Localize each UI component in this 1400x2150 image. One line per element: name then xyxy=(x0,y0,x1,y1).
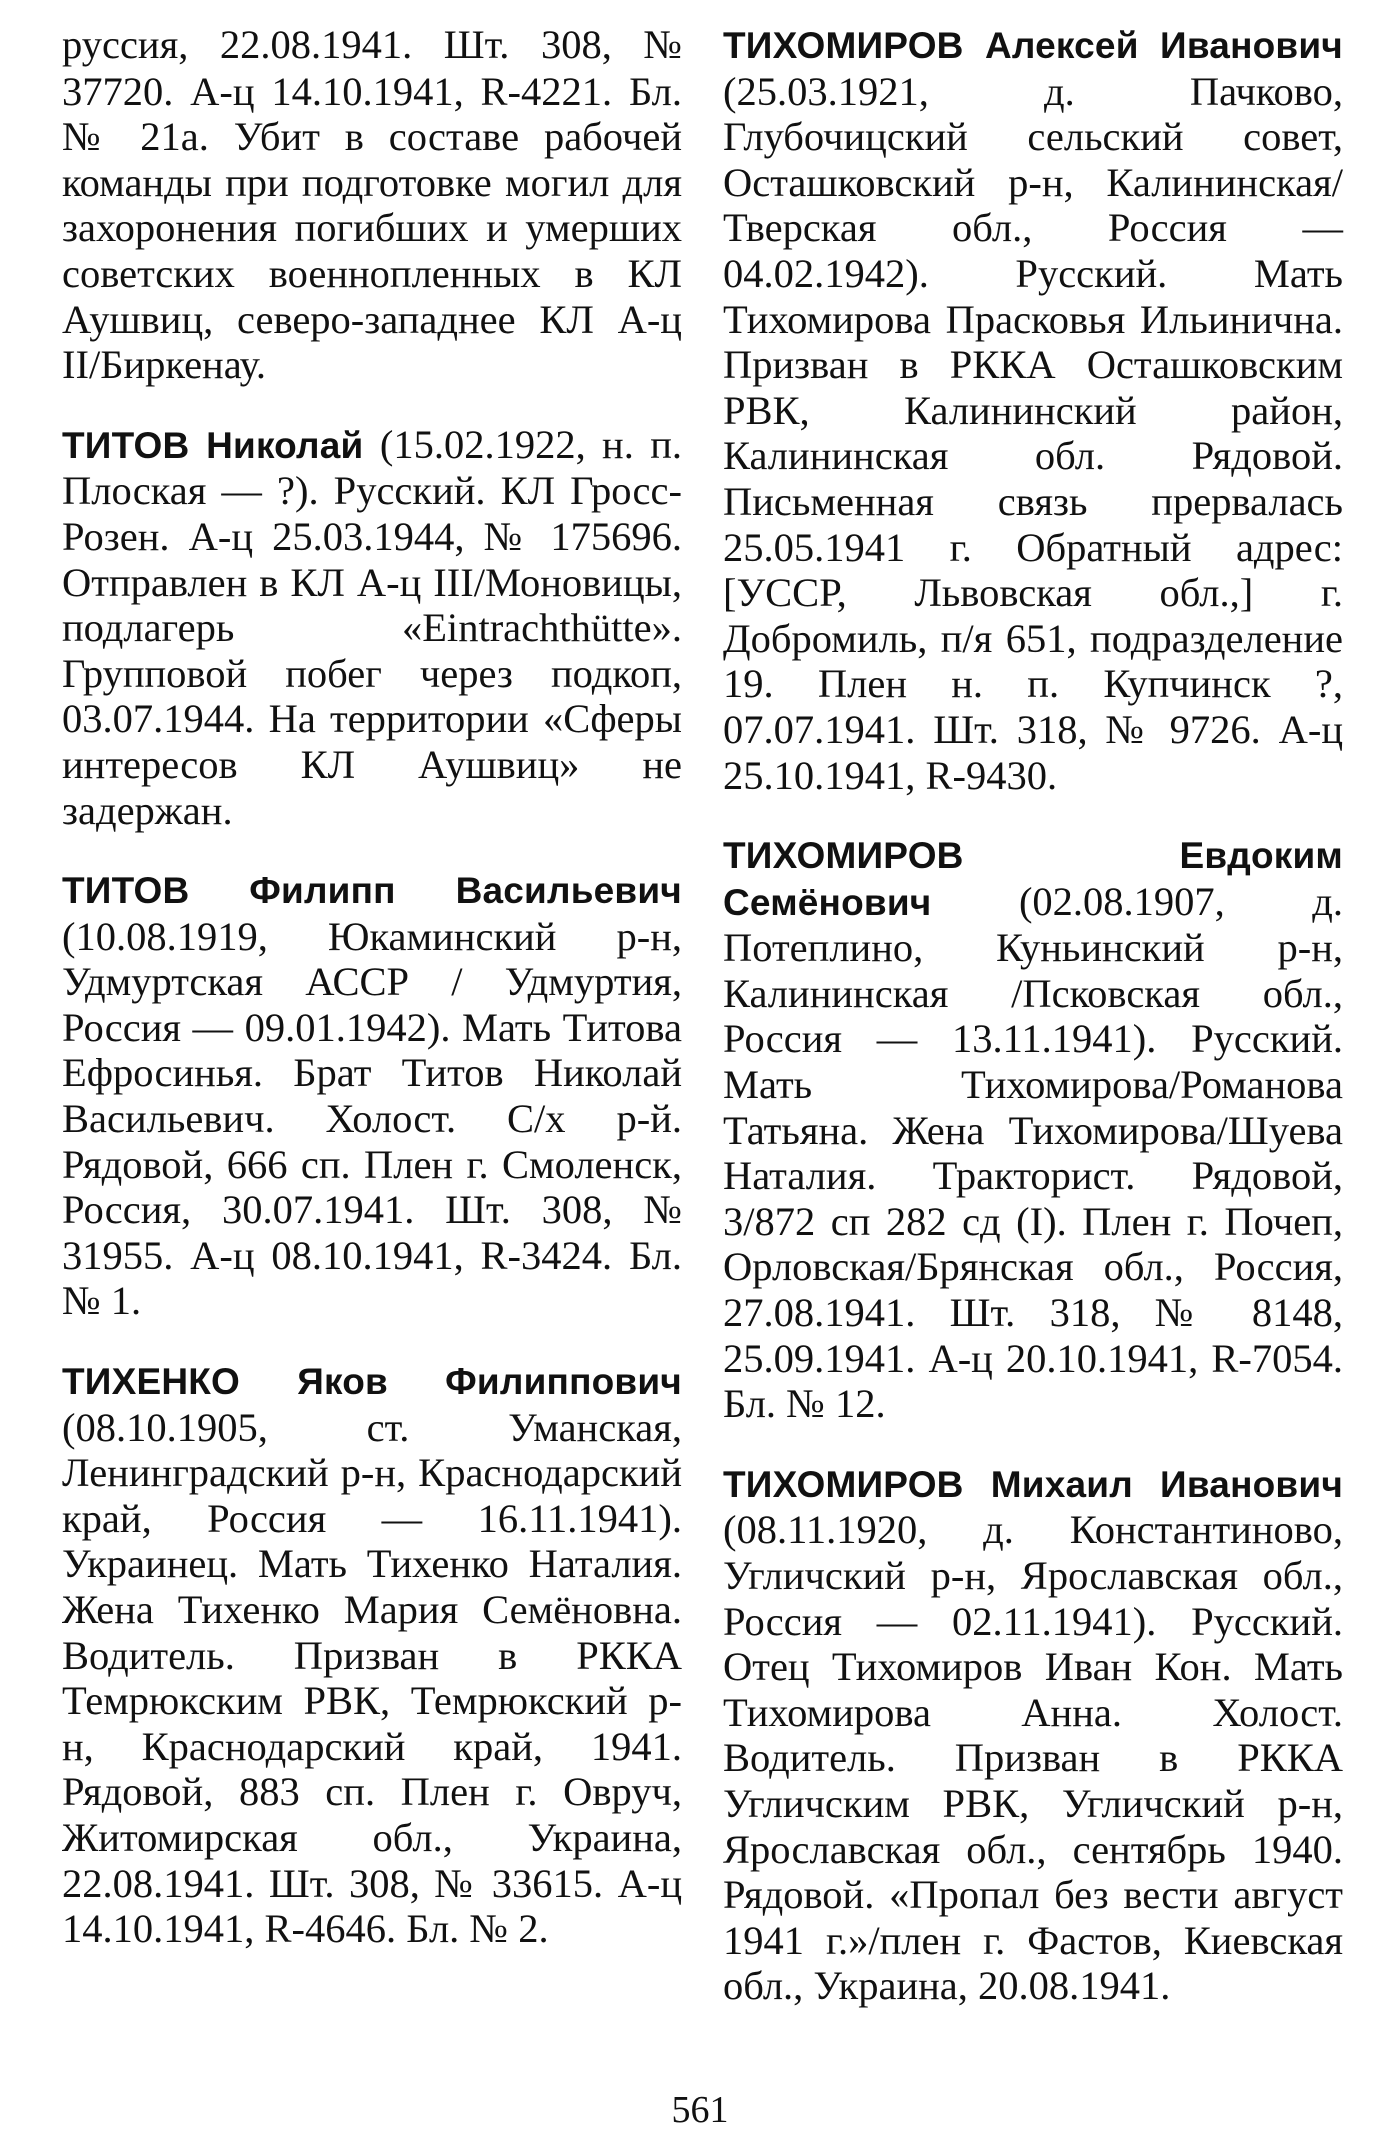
left-column xyxy=(62,22,682,1986)
entry-tikhomirov-mikhail xyxy=(723,1461,1343,2009)
entry-tikhomirov-aleksei xyxy=(723,22,1343,798)
entry-tikhomirov-evdokim xyxy=(723,832,1343,1427)
entry-name: ТИХОМИРОВ Алексей Иванович xyxy=(723,25,1343,66)
entry-continuation xyxy=(62,22,682,388)
entry-name: ТИХОМИРОВ Евдоким Семёнович xyxy=(723,835,1343,923)
right-column xyxy=(723,22,1343,2043)
entry-text: (08.11.1920, д. Константиново, Угличский р-н, Ярославская обл., Россия — 02.11.1941). Русский. Отец Тихомиров Иван Кон. Мать Тихомирова Анна. Холост. Водитель. Призван в РККА Угличским РВК, Угличский р-н, Ярославская обл., сентябрь 1940. Рядовой. «Пропал без вести август 1941 г.»/плен г. Фастов, Киевская обл., Украина, 20.08.1941. xyxy=(723,1507,1343,2009)
entry-text: (25.03.1921, д. Пачково, Глубочицский сельский совет, Осташковский р-н, Калининская/Тверская обл., Россия — 04.02.1942). Русский. Мать Тихомирова Прасковья Ильинична. Призван в РККА Осташковским РВК, Калининский район, Калининская обл. Рядовой. Письменная связь прервалась 25.05.1941 г. Обратный адрес: [УССР, Львовская обл.,] г. Добромиль, п/я 651, подразделение 19. Плен н. п. Купчинск ?, 07.07.1941. Шт. 318, № 9726. А-ц 25.10.1941, R-9430. xyxy=(723,68,1343,798)
entry-text: руссия, 22.08.1941. Шт. 308, № 37720. А-ц 14.10.1941, R-4221. Бл. № 21а. Убит в составе рабочей команды при подготовке могил для захоронения погибших и умерших советских военнопленных в КЛ Аушвиц, северо-западнее КЛ А-ц II/Биркенау. xyxy=(62,22,682,388)
page-number: 561 xyxy=(671,2089,729,2131)
entry-titov-nikolai xyxy=(62,422,682,833)
entry-name: ТИТОВ Филипп Васильевич xyxy=(62,870,682,912)
entry-text: (10.08.1919, Юкаминский р-н, Удмуртская АССР / Удмуртия, Россия — 09.01.1942). Мать Титова Ефросинья. Брат Титов Николай Васильевич. Холост. С/х р-й. Рядовой, 666 сп. Плен г. Смоленск, Россия, 30.07.1941. Шт. 308, № 31955. А-ц 08.10.1941, R-3424. Бл. № 1. xyxy=(62,913,682,1324)
entry-tikhenko-yakov xyxy=(62,1358,682,1952)
entry-text: (02.08.1907, д. Потеплино, Куньинский р-н, Калининская /Псковская обл., Россия — 13.11.1941). Русский. Мать Тихомирова/Романова Татьяна. Жена Тихомирова/Шуева Наталия. Тракторист. Рядовой, 3/872 сп 282 сд (I). Плен г. Почеп, Орловская/Брянская обл., Россия, 27.08.1941. Шт. 318, № 8148, 25.09.1941. А-ц 20.10.1941, R-7054. Бл. № 12. xyxy=(723,878,1343,1427)
entry-titov-filipp xyxy=(62,867,682,1324)
entry-name: ТИТОВ Николай xyxy=(62,424,364,466)
entry-text: (08.10.1905, ст. Уманская, Ленинградский р-н, Краснодарский край, Россия — 16.11.1941). Украинец. Мать Тихенко Наталия. Жена Тихенко Мария Семёновна. Водитель. Призван в РККА Темрюкским РВК, Темрюкский р-н, Краснодарский край, 1941. Рядовой, 883 сп. Плен г. Овруч, Житомирская обл., Украина, 22.08.1941. Шт. 308, № 33615. А-ц 14.10.1941, R-4646. Бл. № 2. xyxy=(62,1404,682,1952)
entry-name: ТИХЕНКО Яков Филиппович xyxy=(62,1361,682,1403)
entry-name: ТИХОМИРОВ Михаил Иванович xyxy=(723,1463,1343,1505)
entry-text: (15.02.1922, н. п. Плоская — ?). Русский. КЛ Гросс-Розен. А-ц 25.03.1944, № 175696. Отправлен в КЛ А-ц III/Моновицы, подлагерь «Eintrachthütte». Групповой побег через подкоп, 03.07.1944. На территории «Сферы интересов КЛ Аушвиц» не задержан. xyxy=(62,421,682,833)
